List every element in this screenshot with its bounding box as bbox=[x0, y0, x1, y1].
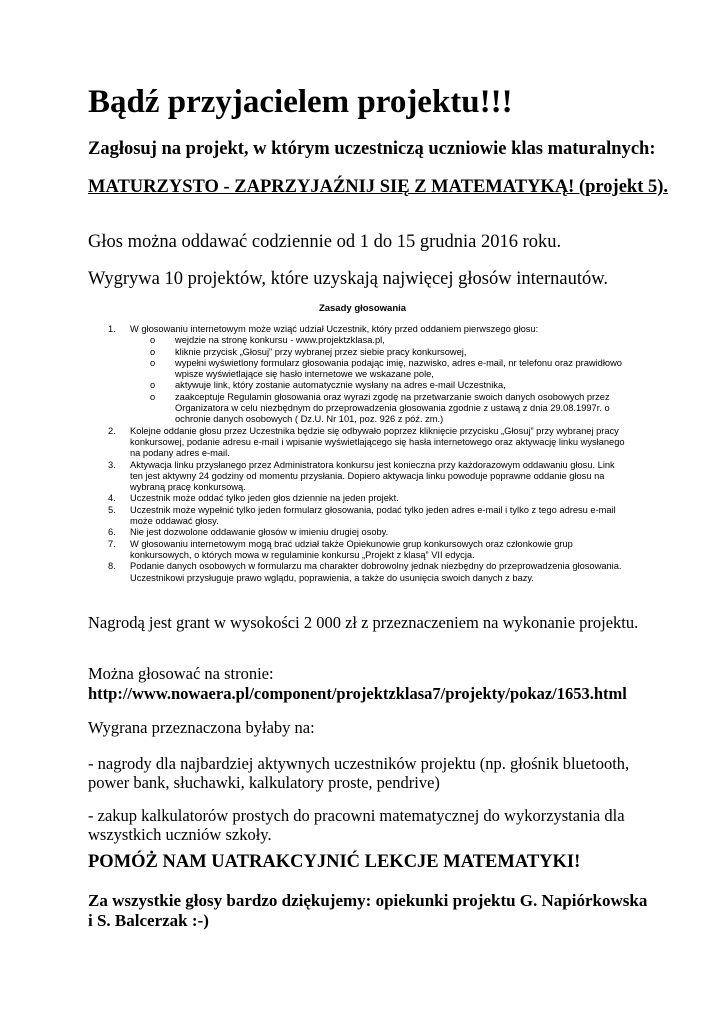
rule-item bbox=[108, 493, 628, 504]
rule-number: 3. bbox=[108, 459, 116, 470]
rule-subitem-text: kliknie przycisk „Głosuj” przy wybranej przez siebie pracy konkursowej, bbox=[175, 346, 467, 357]
rule-subitem bbox=[150, 335, 628, 346]
winners-info: Wygrywa 10 projektów, które uzyskają najwięcej głosów internautów. bbox=[88, 269, 608, 289]
purpose-item: - zakup kalkulatorów prostych do pracowni matematycznej do wykorzystania dla wszystkich uczniów szkoły. bbox=[88, 806, 625, 844]
rule-number: 5. bbox=[108, 504, 116, 515]
project-name: MATURZYSTO - ZAPRZYJAŹNIJ SIĘ Z MATEMATYKĄ! (projekt 5). bbox=[88, 177, 669, 197]
rule-number: 4. bbox=[108, 493, 116, 504]
vote-url-link[interactable]: http://www.nowaera.pl/component/projektzklasa7/projekty/pokaz/1653.html bbox=[88, 684, 627, 703]
prize-text: Nagrodą jest grant w wysokości 2 000 zł z przeznaczeniem na wykonanie projektu. bbox=[88, 613, 639, 632]
rule-subitem-text: wypełni wyświetlony formularz głosowania podając imię, nazwisko, adres e-mail, nr telefonu oraz prawidłowo wpisze wyświetlające się hasło internetowe we wskazane pole, bbox=[175, 357, 622, 380]
rule-text: Uczestnik może oddać tylko jeden głos dziennie na jeden projekt. bbox=[130, 493, 399, 504]
rule-text: Nie jest dozwolone oddawanie głosów w imieniu drugiej osoby. bbox=[130, 527, 389, 538]
vote-label: Można głosować na stronie: bbox=[88, 664, 274, 683]
rule-number: 7. bbox=[108, 538, 116, 549]
rule-text: W głosowaniu internetowym mogą brać udział także Opiekunowie grup konkursowych oraz członkowie grup konkursowych, o których mowa w regulaminie konkursu „Projekt z klasą” VII edycja. bbox=[130, 538, 573, 560]
rule-subitem bbox=[150, 392, 628, 426]
rule-subitem-text: zaakceptuje Regulamin głosowania oraz wyrazi zgodę na przetwarzanie swoich danych osobowych przez Organizatora w celu niezbędnym do przeprowadzenia głosowania zgodnie z ustawą z dnia 29.08.1997r. o ochronie danych osobowych ( Dz.U. Nr 101, poz. 926 z póź. zm.) bbox=[175, 391, 610, 425]
thanks-text: Za wszystkie głosy bardzo dziękujemy: opiekunki projektu G. Napiórkowska i S. Balcerzak :-) bbox=[88, 891, 648, 930]
rule-text: W głosowaniu internetowym może wziąć udział Uczestnik, który przed oddaniem pierwszego głosu: bbox=[130, 324, 539, 334]
rule-item bbox=[108, 539, 628, 562]
rule-text: Uczestnik może wypełnić tylko jeden formularz głosowania, podać tylko jeden adres e-mail i tylko z tego adresu e-mail może oddawać głosy. bbox=[130, 504, 616, 527]
rule-item bbox=[108, 426, 628, 460]
rule-subitem-text: aktywuje link, który zostanie automatycznie wysłany na adres e-mail Uczestnika, bbox=[175, 380, 506, 391]
rule-number: 6. bbox=[108, 527, 116, 538]
rules-list bbox=[108, 324, 628, 584]
purpose-label: Wygrana przeznaczona byłaby na: bbox=[88, 718, 315, 737]
rule-subitem-text: wejdzie na stronę konkursu - www.projektzklasa.pl, bbox=[175, 335, 385, 346]
rule-subitem bbox=[150, 380, 628, 391]
rule-text: Kolejne oddanie głosu przez Uczestnika będzie się odbywało poprzez kliknięcie przycisku „Głosuj” przy wybranej pracy konkursowej, podanie adresu e-mail i wpisanie wyświetlającego się hasła internetowego oraz aktywację linku wysłanego na podany adres e-mail. bbox=[130, 425, 625, 459]
rule-subitem bbox=[150, 347, 628, 358]
rule-subitem bbox=[150, 358, 628, 381]
circle-bullet-icon: o bbox=[150, 380, 156, 391]
rule-number: 8. bbox=[108, 561, 116, 572]
intro-text: Zagłosuj na projekt, w którym uczestniczą uczniowie klas maturalnych: bbox=[88, 139, 656, 159]
circle-bullet-icon: o bbox=[150, 357, 156, 368]
rule-item bbox=[108, 505, 628, 528]
circle-bullet-icon: o bbox=[150, 346, 156, 357]
purpose-item: - nagrody dla najbardziej aktywnych uczestników projektu (np. głośnik bluetooth, power bank, słuchawki, kalkulatory proste, pendrive) bbox=[88, 754, 630, 792]
rule-number: 2. bbox=[108, 425, 116, 436]
rules-heading: Zasady głosowania bbox=[318, 303, 407, 314]
rule-item bbox=[108, 324, 628, 426]
rule-item bbox=[108, 527, 628, 538]
rule-text: Podanie danych osobowych w formularzu ma charakter dobrowolny jednak niezbędny do przeprowadzenia głosowania. Uczestnikowi przysługuje prawo wglądu, poprawienia, a także do usunięcia swoich danych z bazy. bbox=[130, 561, 622, 583]
voting-period: Głos można oddawać codziennie od 1 do 15 grudnia 2016 roku. bbox=[88, 232, 562, 252]
circle-bullet-icon: o bbox=[150, 391, 156, 402]
rule-subitems bbox=[130, 335, 628, 425]
rule-text: Aktywacja linku przysłanego przez Administratora konkursu jest konieczna przy każdorazowym oddawaniu głosu. Link ten jest aktywny 24 godziny od momentu przysłania. Dopiero aktywacja linku powoduje poprawne oddanie głosu na wybraną pracę konkursową. bbox=[130, 459, 615, 493]
circle-bullet-icon: o bbox=[150, 335, 156, 346]
page-title: Bądź przyjacielem projektu!!! bbox=[88, 84, 513, 120]
rule-number: 1. bbox=[108, 324, 116, 334]
rule-item bbox=[108, 460, 628, 494]
slogan: POMÓŻ NAM UATRAKCYJNIĆ LEKCJE MATEMATYKI! bbox=[88, 852, 581, 872]
rule-item bbox=[108, 561, 628, 584]
